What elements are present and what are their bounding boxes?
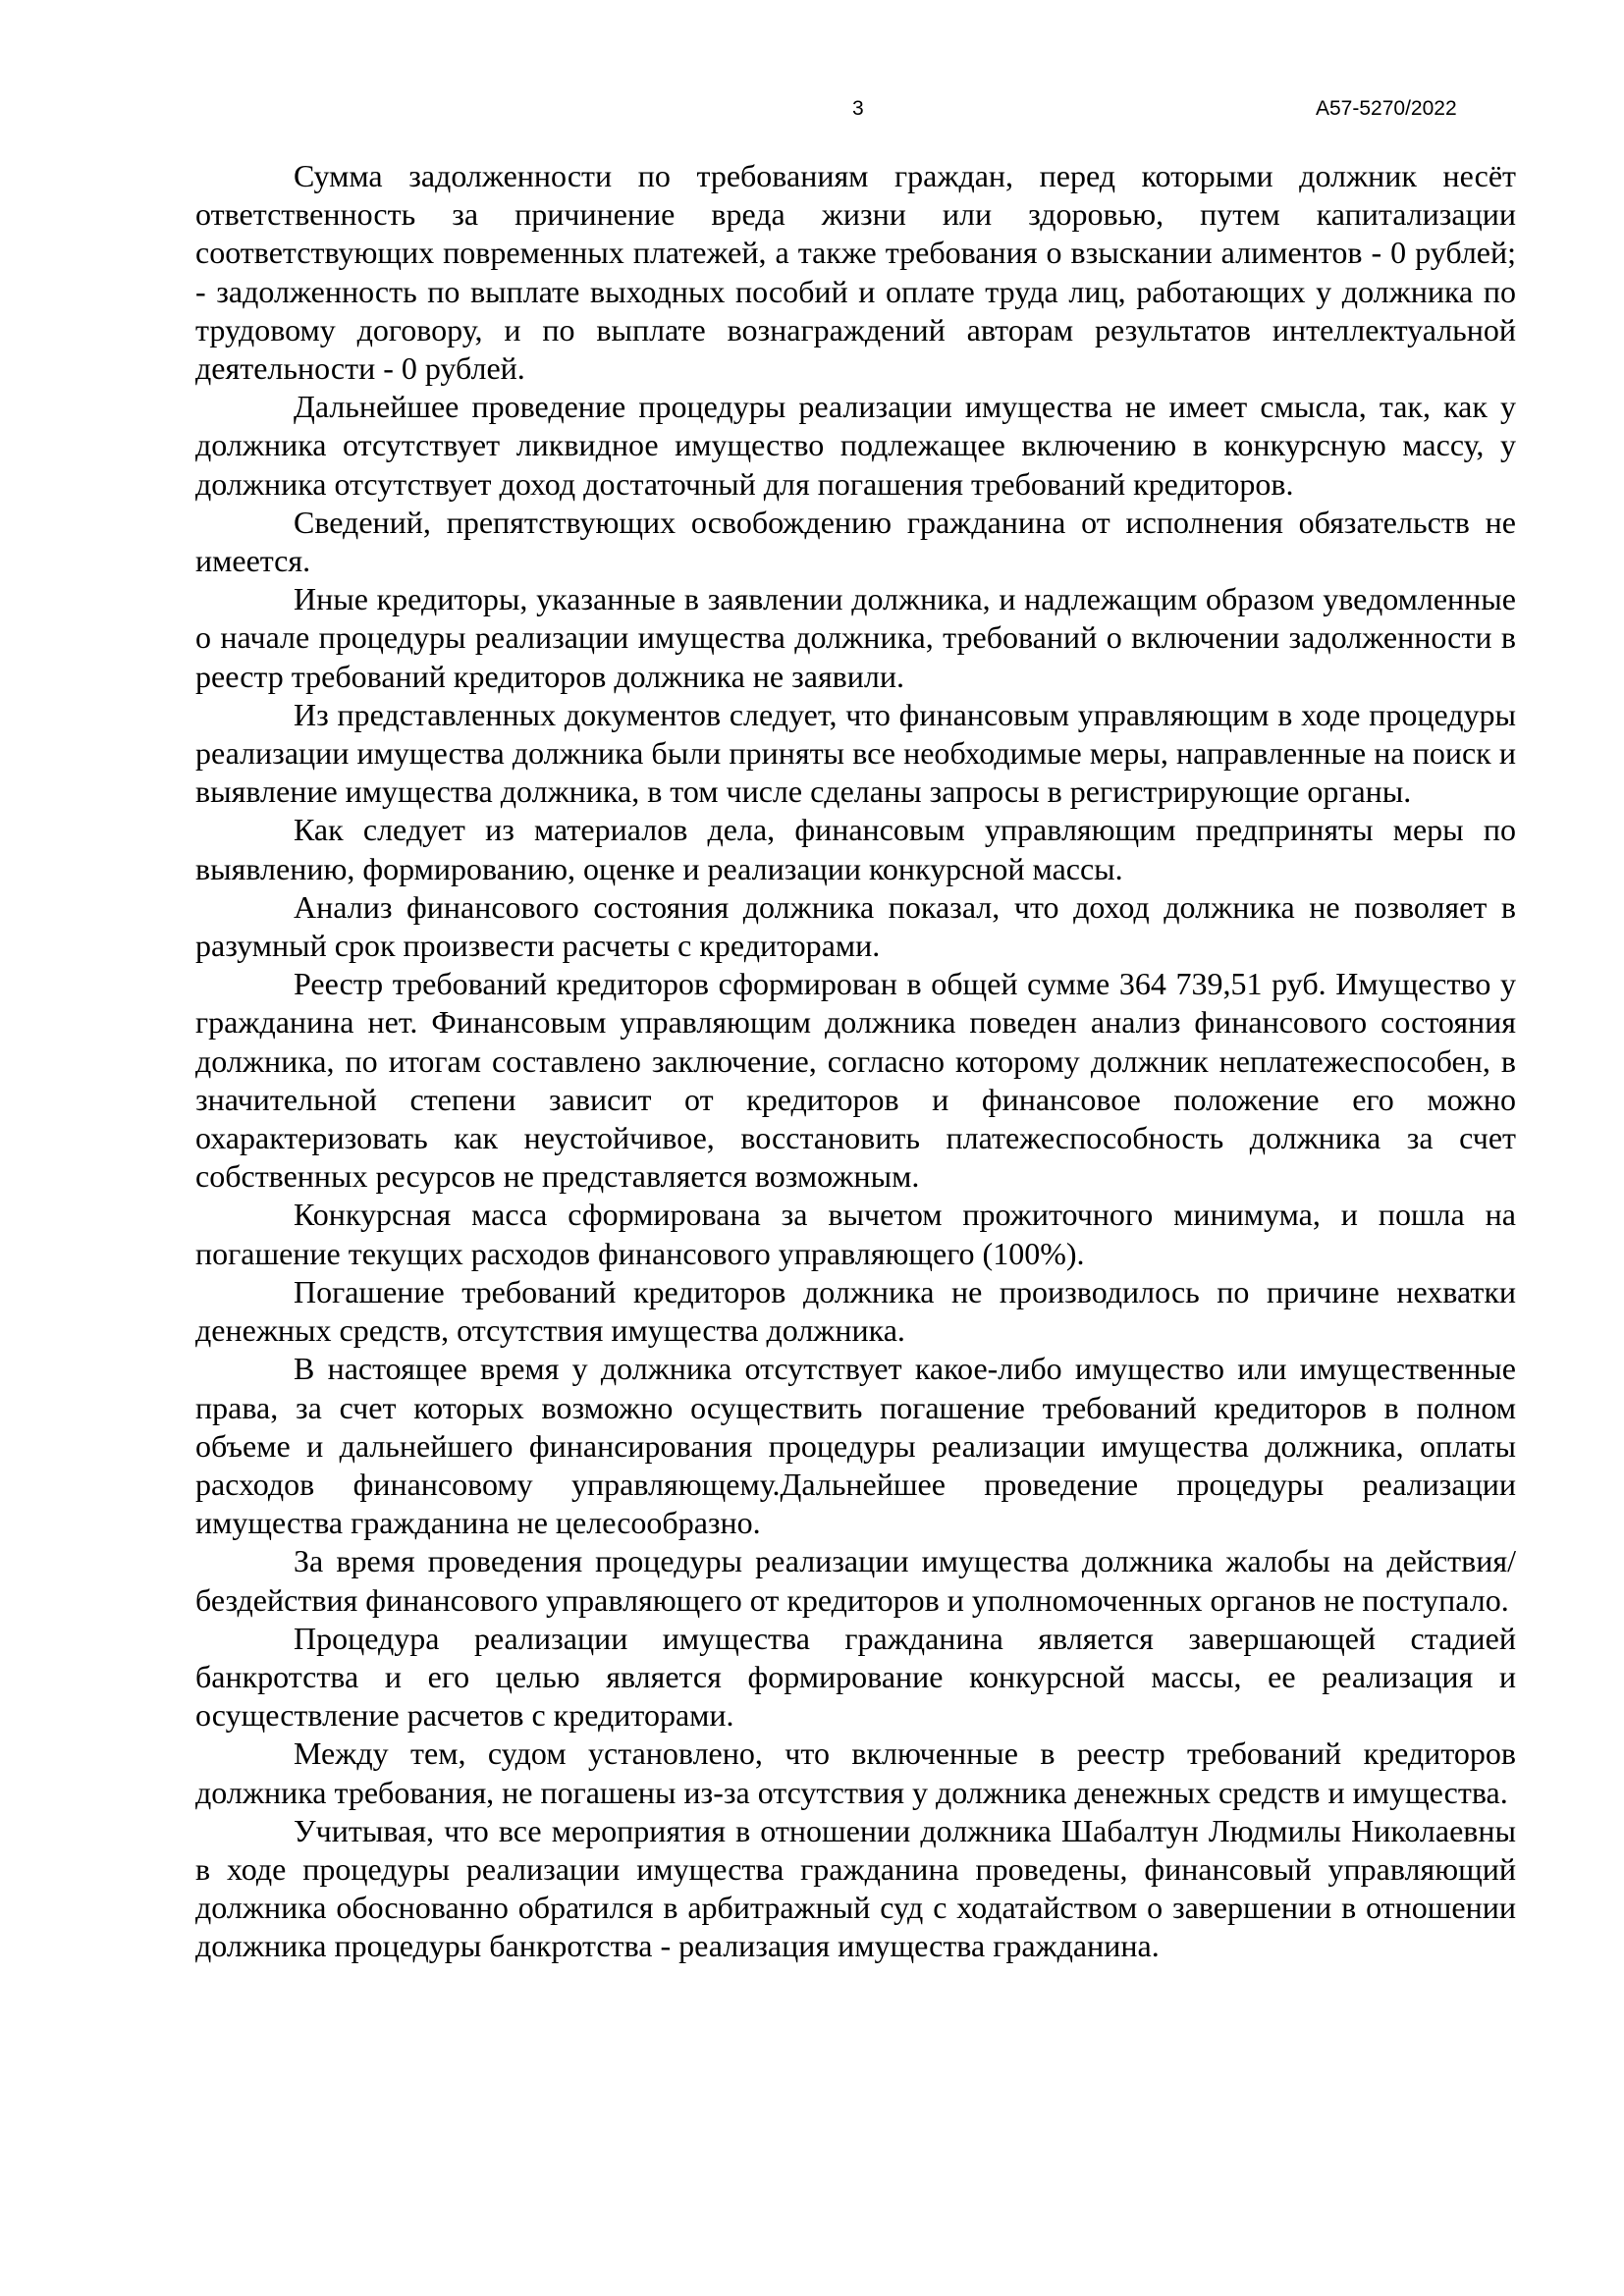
paragraph: Анализ финансового состояния должника показал, что доход должника не позволяет в разумный срок произвести расчеты с кредиторами. [195, 888, 1516, 964]
paragraph: Дальнейшее проведение процедуры реализации имущества не имеет смысла, так, как у должника отсутствует ликвидное имущество подлежащее включению в конкурсную массу, у должника отсутствует доход достаточный для погашения требований кредиторов. [195, 389, 1516, 502]
paragraph: В настоящее время у должника отсутствует какое-либо имущество или имущественные права, за счет которых возможно осуществить погашение требований кредиторов в полном объеме и дальнейшего финансирования процедуры реализации имущества должника, оплаты расходов финансовому управляющему.Дальнейшее проведение процедуры реализации имущества гражданина не целесообразно. [195, 1351, 1516, 1541]
paragraph: Реестр требований кредиторов сформирован в общей сумме 364 739,51 руб. Имущество у гражданина нет. Финансовым управляющим должника поведен анализ финансового состояния должника, по итогам составлено заключение, согласно которому должник неплатежеспособен, в значительной степени зависит от кредиторов и финансовое положение его можно охарактеризовать как неустойчивое, восстановить платежеспособность должника за счет собственных ресурсов не представляется возможным. [195, 966, 1516, 1195]
paragraph: Процедура реализации имущества гражданина является завершающей стадией банкротства и его целью является формирование конкурсной массы, ее реализация и осуществление расчетов с кредиторами. [195, 1620, 1516, 1734]
paragraph: Иные кредиторы, указанные в заявлении должника, и надлежащим образом уведомленные о начале процедуры реализации имущества должника, требований о включении задолженности в реестр требований кредиторов должника не заявили. [195, 581, 1516, 694]
paragraph: Учитывая, что все мероприятия в отношении должника Шабалтун Людмилы Николаевны в ходе процедуры реализации имущества гражданина проведены, финансовый управляющий должника обоснованно обратился в арбитражный суд с ходатайством о завершении в отношении должника процедуры банкротства - реализация имущества гражданина. [195, 1812, 1516, 1964]
paragraph: За время проведения процедуры реализации имущества должника жалобы на действия/бездействия финансового управляющего от кредиторов и уполномоченных органов не поступало. [195, 1543, 1516, 1618]
case-number: А57-5270/2022 [1316, 97, 1457, 120]
paragraph: Сумма задолженности по требованиям граждан, перед которыми должник несёт ответственность за причинение вреда жизни или здоровью, путем капитализации соответствующих повременных платежей, а также требования о взыскании алиментов - 0 рублей; - задолженность по выплате выходных пособий и оплате труда лиц, работающих у должника по трудовому договору, и по выплате вознаграждений авторам результатов интеллектуальной деятельности - 0 рублей. [195, 158, 1516, 387]
paragraph: Конкурсная масса сформирована за вычетом прожиточного минимума, и пошла на погашение текущих расходов финансового управляющего (100%). [195, 1197, 1516, 1271]
paragraph: Как следует из материалов дела, финансовым управляющим предприняты меры по выявлению, формированию, оценке и реализации конкурсной массы. [195, 812, 1516, 886]
document-body [195, 157, 1516, 1966]
paragraph: Из представленных документов следует, что финансовым управляющим в ходе процедуры реализации имущества должника были приняты все необходимые меры, направленные на поиск и выявление имущества должника, в том числе сделаны запросы в регистрирующие органы. [195, 696, 1516, 810]
paragraph: Между тем, судом установлено, что включенные в реестр требований кредиторов должника требования, не погашены из-за отсутствия у должника денежных средств и имущества. [195, 1735, 1516, 1810]
page-number: 3 [852, 97, 864, 120]
paragraph: Погашение требований кредиторов должника не производилось по причине нехватки денежных средств, отсутствия имущества должника. [195, 1273, 1516, 1349]
paragraph: Сведений, препятствующих освобождению гражданина от исполнения обязательств не имеется. [195, 504, 1516, 579]
